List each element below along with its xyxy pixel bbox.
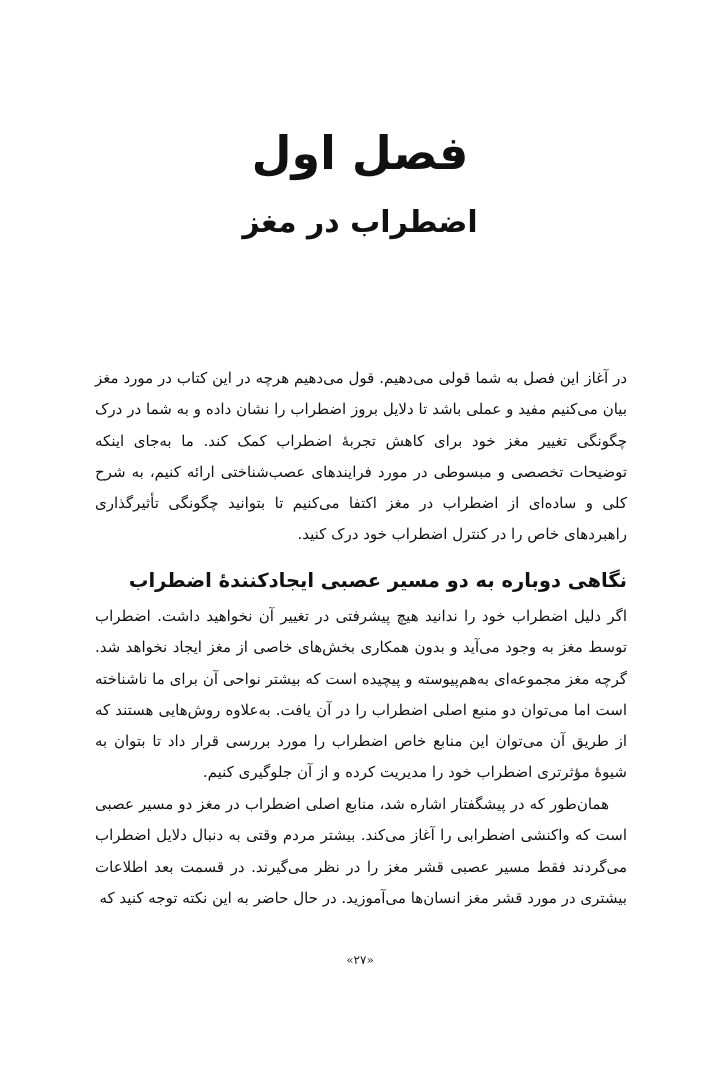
section-heading: نگاهی دوباره به دو مسیر عصبی ایجادکنندهٔ اضطراب: [128, 569, 627, 592]
body-paragraph-1: اگر دلیل اضطراب خود را ندانید هیچ پیشرفتی در تغییر آن نخواهید داشت. اضطراب توسط مغز به وجود می‌آید و بدون همکاری بخش‌های خاصی از مغز ایجاد نخواهد شد. گرچه مغز مجموعه‌ای به‌هم‌پیوسته و پیچیده است که بیشتر نواحی آن برای ما ناشناخته است اما می‌توان دو منبع اصلی اضطراب را در آن یافت. به‌علاوه روش‌هایی هستند که از طریق آن می‌توان این منابع خاص اضطراب را مورد بررسی قرار داد تا بتوان به شیوهٔ مؤثرتری اضطراب خود را مدیریت کرده و از آن جلوگیری کنیم.: [95, 607, 627, 782]
intro-paragraph: در آغاز این فصل به شما قولی می‌دهیم. قول می‌دهیم هرچه در این کتاب در مورد مغز بیان می‌کنیم مفید و عملی باشد تا دلایل بروز اضطراب را نشان داده و به شما در درک چگونگی تغییر مغز خود برای کاهش تجربهٔ اضطراب کمک کند. ما به‌جای اینکه توضیحات تخصصی و مبسوطی در مورد فرایندهای عصب‌شناختی ارائه کنیم، به شرح کلی و ساده‌ای از اضطراب در مغز اکتفا می‌کنیم تا بتوانید چگونگی تأثیرگذاری راهبردهای خاص را در کنترل اضطراب خود درک کنید.: [95, 369, 627, 544]
page-number: «۲۷»: [346, 953, 374, 967]
chapter-title: فصل اول: [251, 126, 469, 180]
chapter-subtitle: اضطراب در مغز: [242, 205, 478, 240]
body-paragraph-2: همان‌طور که در پیشگفتار اشاره شد، منابع اصلی اضطراب در مغز دو مسیر عصبی است که واکنشی اضطرابی را آغاز می‌کند. بیشتر مردم وقتی به دنبال دلایل اضطراب می‌گردند فقط مسیر عصبی قشر مغز را در نظر می‌گیرند. در قسمت بعد اطلاعات بیشتری در مورد قشر مغز انسان‌ها می‌آموزید. در حال حاضر به این نکته توجه کنید که: [95, 795, 627, 907]
